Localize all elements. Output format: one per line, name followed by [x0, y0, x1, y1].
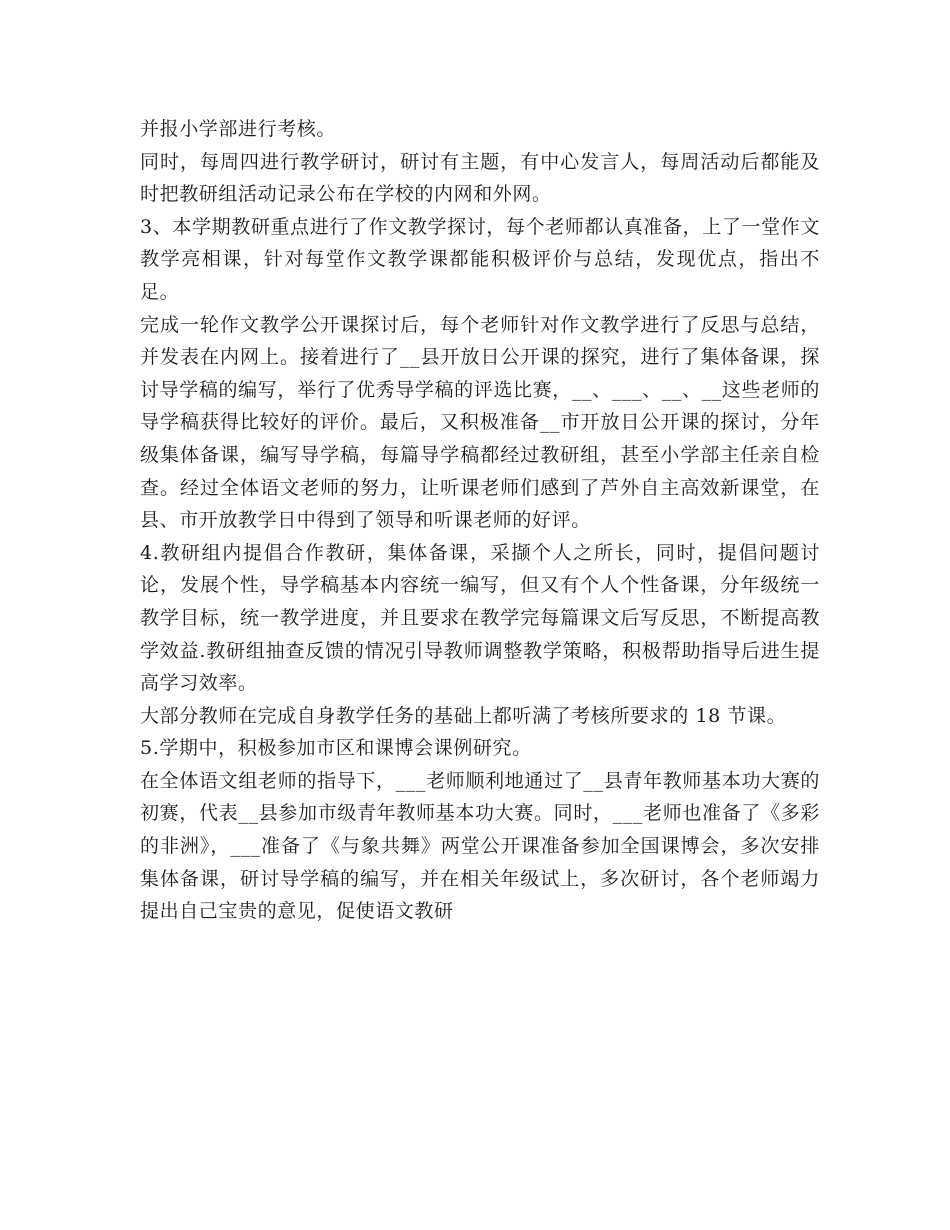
paragraph-6: 大部分教师在完成自身教学任务的基础上都听满了考核所要求的 18 节课。	[140, 704, 787, 727]
paragraph-4: 完成一轮作文教学公开课探讨后，每个老师针对作文教学进行了反思与总结，并发表在内网上。接着进行了__县开放日公开课的探究，进行了集体备课，探讨导学稿的编写，举行了优秀导学稿的评选比赛，__、___、__、__这些老师的导学稿获得比较好的评价。最后，又积极准备__市开放日公开课的探讨，分年级集体备课，编写导学稿，每篇导学稿都经过教研组，甚至小学部主任亲自检查。经过全体语文老师的努力，让听课老师们感到了芦外自主高效新课堂，在县、市开放教学日中得到了领导和听课老师的好评。	[140, 313, 820, 532]
document-body	[140, 113, 820, 928]
paragraph-2: 同时，每周四进行教学研讨，研讨有主题，有中心发言人，每周活动后都能及时把教研组活动记录公布在学校的内网和外网。	[140, 150, 820, 206]
paragraph-5: 4.教研组内提倡合作教研，集体备课，采撷个人之所长，同时，提倡问题讨论，发展个性，导学稿基本内容统一编写，但又有个人个性备课，分年级统一教学目标，统一教学进度，并且要求在教学完每篇课文后写反思，不断提高教学效益.教研组抽查反馈的情况引导教师调整教学策略，积极帮助指导后进生提高学习效率。	[140, 541, 820, 695]
paragraph-8: 在全体语文组老师的指导下，___老师顺利地通过了__县青年教师基本功大赛的初赛，代表__县参加市级青年教师基本功大赛。同时，___老师也准备了《多彩的非洲》，___准备了《与象共舞》两堂公开课准备参加全国课博会，多次安排集体备课，研讨导学稿的编写，并在相关年级试上，多次研讨，各个老师竭力提出自己宝贵的意见，促使语文教研	[140, 769, 820, 923]
paragraph-1: 并报小学部进行考核。	[140, 118, 337, 140]
paragraph-7: 5.学期中，积极参加市区和课博会课例研究。	[140, 737, 532, 760]
paragraph-3: 3、本学期教研重点进行了作文教学探讨，每个老师都认真准备，上了一堂作文教学亮相课，针对每堂作文教学课都能积极评价与总结，发现优点，指出不足。	[140, 215, 820, 303]
